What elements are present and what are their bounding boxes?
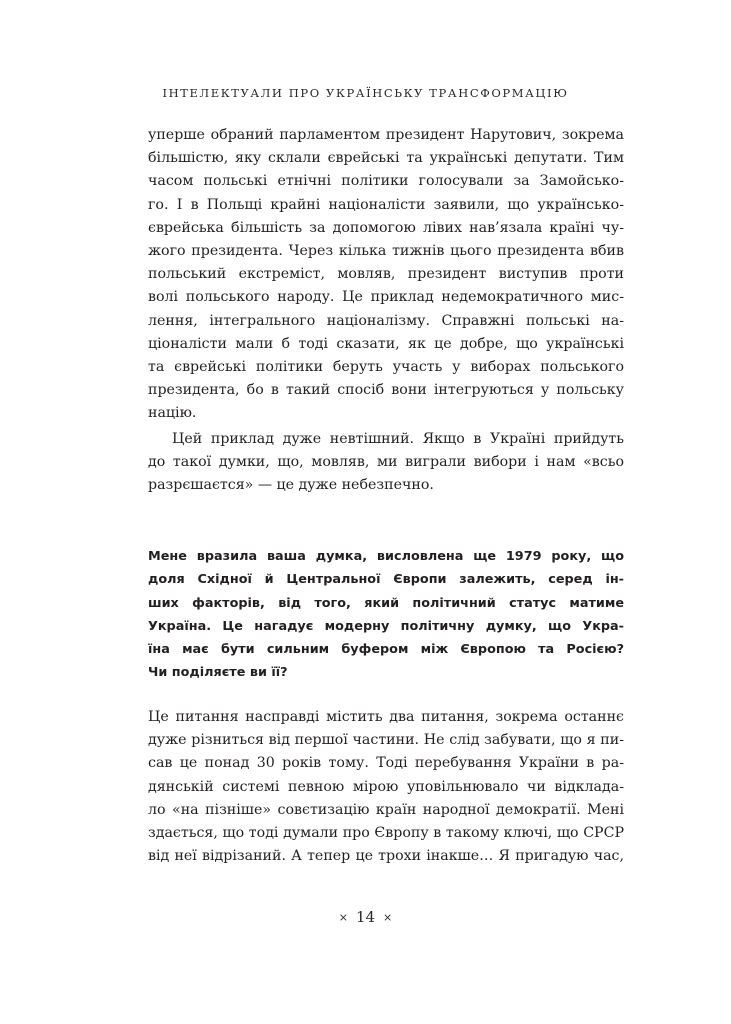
question-line: Мене вразила ваша думка, висловлена ще 1979 року, що <box>148 549 624 564</box>
text-line: Це питання насправді містить два питання, зокрема останнє <box>148 709 624 725</box>
text-line: ло «на пізніше» совєтизацію країн народної демократії. Мені <box>148 801 624 818</box>
text-line: націю. <box>148 405 197 422</box>
text-line: сав це понад 30 років тому. Тоді перебування України в ра- <box>148 755 624 772</box>
page-number: 14 <box>355 908 376 926</box>
text-line: уперше обраний парламентом президент Нарутович, зокрема <box>148 127 624 143</box>
question-line: ших факторів, від того, який політичний статус матиме <box>148 595 624 611</box>
text-line: польський екстреміст, мовляв, президент виступив проти <box>148 266 624 283</box>
question-line: доля Східної й Центральної Європи залежить, серед ін- <box>148 572 624 588</box>
text-line: лення, інтегрального націоналізму. Справжні польські на- <box>148 312 624 329</box>
text-line: президента, бо в такий спосіб вони інтегруються у польську <box>148 382 624 399</box>
text-line: жого президента. Через кілька тижнів цього президента вбив <box>148 243 624 260</box>
text-line: більшістю, яку склали єврейські та українські депутати. Тим <box>148 150 624 167</box>
text-line: го. І в Польщі крайні націоналісти заявили, що українсько- <box>148 196 624 213</box>
ornament-right: × <box>383 911 393 924</box>
question-line: їна має бути сильним буфером між Європою та Росією? <box>148 642 624 658</box>
text-line: разрєшаєтся» — це дуже небезпечно. <box>148 477 434 494</box>
interview-question <box>148 545 624 685</box>
ornament-left: × <box>338 911 348 924</box>
paragraph-continued <box>148 124 624 426</box>
text-line: часом польські етнічні політики голосували за Замойсько- <box>148 173 624 190</box>
paragraph-example <box>148 428 624 498</box>
text-line: здається, що тоді думали про Європу в такому ключі, що СРСР <box>148 825 624 842</box>
text-line: ціоналісти мали б тоді сказати, як це добре, що українські <box>148 335 624 352</box>
question-line: Чи поділяєте ви її? <box>148 665 288 681</box>
text-line: від неї відрізаний. А тепер це трохи інакше… Я пригадую час, <box>148 848 624 865</box>
text-line: та єврейські політики беруть участь у виборах польського <box>148 359 624 376</box>
text-line: дуже різниться від першої частини. Не слід забувати, що я пи- <box>148 732 624 749</box>
text-line: дянській системі певною мірою уповільнювало чи відклада- <box>148 778 624 795</box>
text-line: Цей приклад дуже невтішний. Якщо в Україні прийдуть <box>172 431 624 447</box>
text-line: волі польського народу. Це приклад недемократичного мис- <box>148 289 624 306</box>
running-head: ІНТЕЛЕКТУАЛИ ПРО УКРАЇНСЬКУ ТРАНСФОРМАЦІЮ <box>162 86 569 100</box>
answer-paragraph <box>148 706 624 868</box>
page-footer <box>0 908 731 926</box>
question-line: Україна. Це нагадує модерну політичну думку, що Укра- <box>148 618 624 634</box>
text-line: єврейська більшість за допомогою лівих нав’язала країні чу- <box>148 219 624 236</box>
text-line: до такої думки, що, мовляв, ми виграли вибори і нам «всьо <box>148 454 624 471</box>
